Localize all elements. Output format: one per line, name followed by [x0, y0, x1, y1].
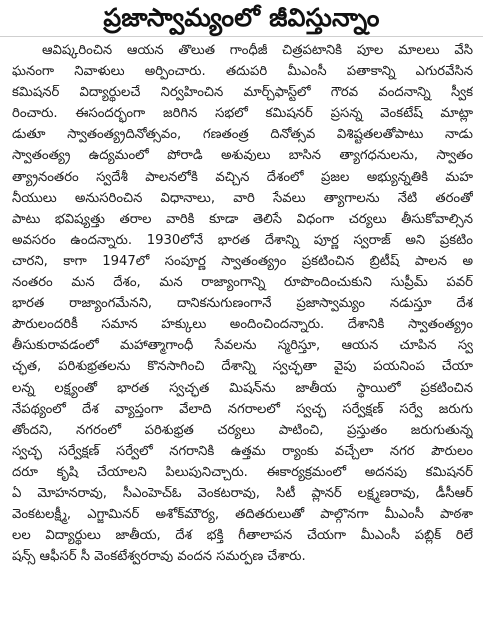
article-line: తీసుకురావడంలో మహాత్మాగాంధీ సేవలను స్మరిస్తూ, ఆయన చూపిన స్వ — [12, 338, 473, 354]
article-line: భారత రాజ్యాంగమేనని, దానికనుగుణంగానే ప్రజాస్వామ్యం నడుస్తూ దేశ — [12, 296, 473, 312]
article-line: త్య్రానంతరం స్వదేశీ పాలనలోకి వచ్చిన దేశంలో ప్రజల అభ్యున్నతికి మహ — [12, 169, 473, 185]
article-line: రించారు. ఈసందర్భంగా జరిగిన సభలో కమిషనర్ ప్రసన్న వెంకటేష్ మాట్లా — [12, 106, 473, 122]
article-line: అవసరం ఉందన్నారు. 1930లోనే భారత దేశాన్ని పూర్ణ స్వరాజ్ అని ప్రకటిం — [12, 232, 473, 248]
article-line: పౌరులందరికీ సమాన హక్కులు అందించిందన్నారు. దేశానికి స్వాతంత్య్రం — [12, 317, 473, 333]
article-line: వెంకటలక్ష్మీ, ఎగ్జామినర్ అశోక్‌మౌర్య, తదితరులుతో పాల్గొనగా మీఎంసీ పాఠశా — [12, 507, 473, 523]
article-line: దరూ కృషి చేయాలని పిలుపునిచ్చారు. ఈకార్యక్రమంలో అదనపు కమిషనర్ — [12, 464, 473, 480]
article-line: స్వాతంత్య్ర ఉద్యమంలో పోరాడి అశువులు బాసిన త్యాగధనులను, స్వాతం — [12, 148, 473, 164]
article-line: ఏ మోహనరావు, సీఎంహెచ్‌ఓ వెంకటరావు, సిటీ ప్లానర్ లక్ష్మణరావు, డీసీఆర్ — [12, 485, 473, 501]
article-line: లల విద్యార్థులు జాతీయ, దేశ భక్తి గీతాలాపన చేయగా మీఎంసీ పబ్లిక్ రిలే — [12, 528, 473, 544]
article-line: లన్న లక్ష్యంతో భారత స్వచ్ఛత మిషన్‌ను జాతీయ స్థాయిలో ప్రకటించిన — [12, 380, 473, 396]
article-line: చ్ఛత, పరిశుభ్రతలను కొనసాగించి దేశాన్ని స్వచ్ఛతా వైపు పయనింప చేయా — [12, 359, 473, 375]
article-line: కమిషనర్ విద్యార్థులచే నిర్వహించిన మార్చ్‌ఫాస్ట్‌లో గౌరవ వందనాన్ని స్వీక — [12, 85, 473, 101]
article-line: డుతూ స్వాతంత్య్రదినోత్సవం, గణతంత్ర దినోత్సవ విశిష్టతలతోపాటు నాడు — [12, 127, 473, 143]
article-line: నీయులు అనుసరించిన విధానాలు, వారి సేవలు త్యాగాలను నేటి తరంతో — [12, 190, 473, 206]
article-line: నేపథ్యంలో దేశ వ్యాప్తంగా వేలాది నగరాలలో స్వచ్ఛ సర్వేక్షణ్ సర్వే జరుగు — [12, 401, 473, 417]
article-line: స్వచ్ఛ సర్వేక్షణ్ సర్వేలో నగరానికి ఉత్తమ ర్యాంకు వచ్చేలా నగర పౌరులం — [12, 443, 473, 459]
article-body — [12, 40, 473, 630]
article-line: షన్స్ ఆఫీసర్ సీ వెంకటేశ్వరరావు వందన సమర్పణ చేశారు. — [12, 549, 306, 565]
article-line: ఆవిష్కరించిన ఆయన తొలుత గాంధీజీ చిత్రపటానికి పూల మాలలు వేసి — [42, 43, 473, 58]
headline: ప్రజాస్వామ్యంలో జీవిస్తున్నాం — [103, 3, 380, 32]
headline-banner — [0, 0, 483, 37]
article-line: చారని, కాగా 1947లో సంపూర్ణ స్వాతంత్య్రం ప్రకటించిన బ్రిటీష్ పాలన అ — [12, 253, 473, 269]
article-line: ఘనంగా నివాళులు అర్పించారు. తదుపరి మీఎంసీ పతాకాన్ని ఎగురవేసిన — [12, 64, 473, 80]
article-line: పాటు భవిష్యత్తు తరాల వారికి కూడా తెలిసే విధంగా చర్యలు తీసుకోవాల్సిన — [12, 211, 473, 227]
article-line: నంతరం మన దేశం, మన రాజ్యాంగాన్ని రూపొందించుకుని సుప్రీమ్ పవర్ — [12, 275, 473, 291]
article-line: తోందని, నగరంలో పరిశుభ్రత చర్యలు పాటించి, ప్రస్తుతం జరుగుతున్న — [12, 422, 473, 438]
